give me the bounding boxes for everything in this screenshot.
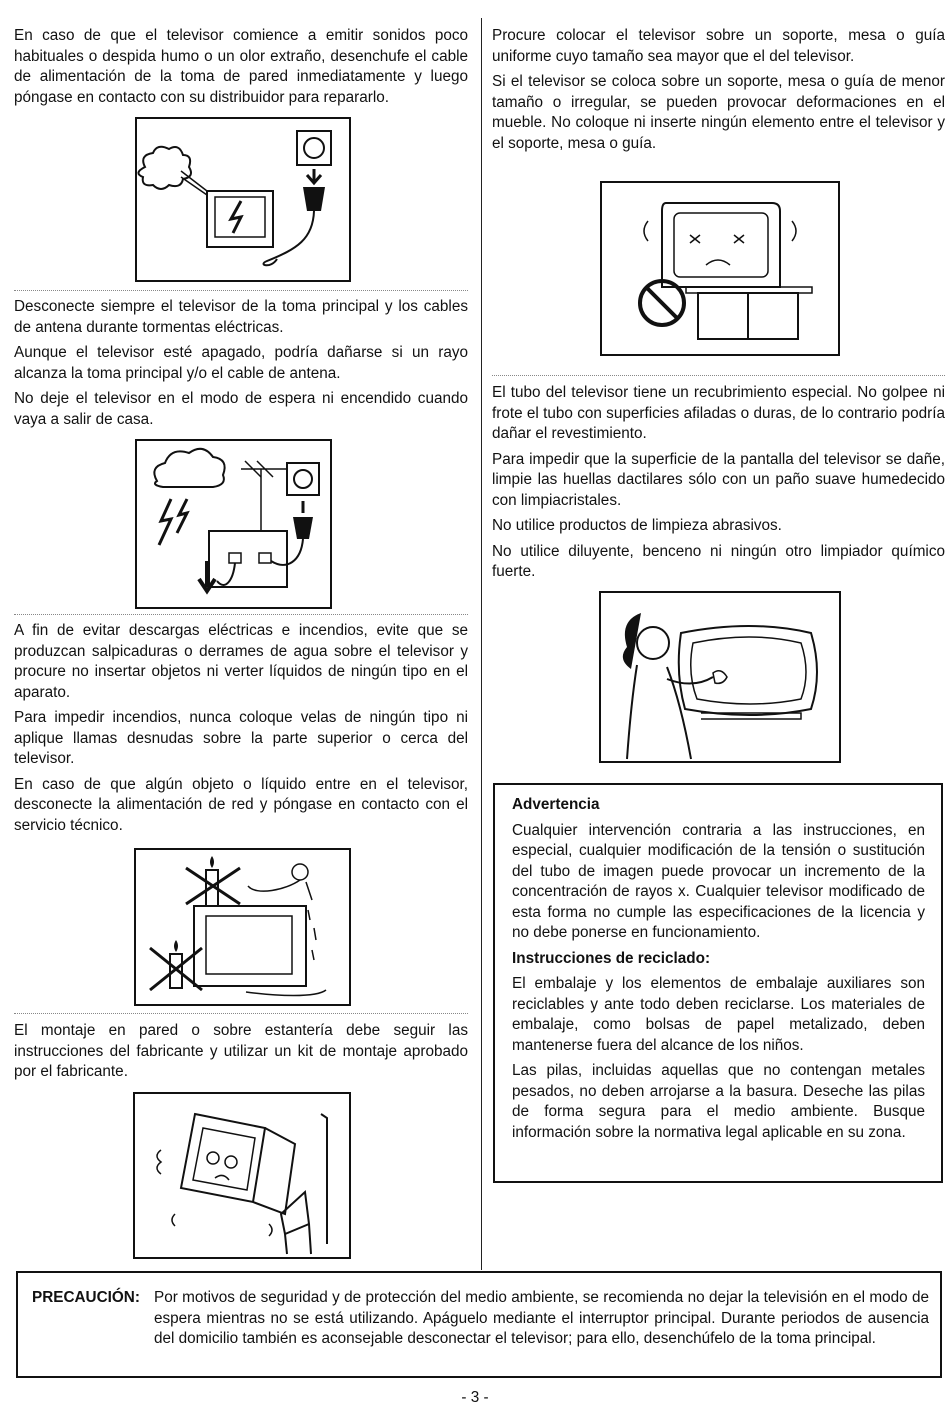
divider: [14, 290, 468, 291]
left-section-storm: [14, 297, 468, 435]
paragraph: El montaje en pared o sobre estantería debe seguir las instrucciones del fabricante y utilizar un kit de montaje aprobado por el fabricante.: [14, 1022, 468, 1080]
caution-text: Por motivos de seguridad y de protección del medio ambiente, se recomienda no dejar la televisión en el modo de espera mientras no se está utilizando. Apáguelo mediante el interruptor principal. Durante periodos de ausencia del domicilio también es aconsejable desconectar el televisor; para ello, desenchúfelo de la toma principal.: [154, 1289, 929, 1347]
illustration-cleaning-screen: [599, 591, 841, 763]
left-section-water: [14, 621, 468, 841]
illustration-smoke-unplug: [135, 117, 351, 282]
paragraph: No deje el televisor en el modo de espera ni encendido cuando vaya a salir de casa.: [14, 390, 468, 428]
paragraph: El embalaje y los elementos de embalaje auxiliares son reciclables y ante todo deben reciclarse. Los materiales de embalaje, como bolsas de papel metalizado, deben mantenerse fuera del alcance de los niños.: [512, 975, 925, 1054]
paragraph: A fin de evitar descargas eléctricas e incendios, evite que se produzcan salpicaduras o derrames de agua sobre el televisor y procure no insertar objetos ni verter líquidos de ningún tipo en el aparato.: [14, 622, 468, 701]
warning-box: [493, 783, 943, 1183]
paragraph: No utilice productos de limpieza abrasivos.: [492, 517, 782, 534]
right-section-stand: [492, 26, 945, 159]
page-number: - 3 -: [461, 1389, 489, 1406]
paragraph: Desconecte siempre el televisor de la toma principal y los cables de antena durante tormentas eléctricas.: [14, 298, 468, 336]
paragraph: En caso de que el televisor comience a emitir sonidos poco habituales o despida humo o un olor extraño, desenchufe el cable de alimentación de la toma de pared inmediatamente y luego póngase en contacto con su distribuidor para repararlo.: [14, 27, 468, 106]
right-section-cleaning: [492, 383, 945, 588]
paragraph: Si el televisor se coloca sobre un soporte, mesa o guía de menor tamaño o irregular, se pueden provocar deformaciones en el mueble. No coloque ni inserte ningún elemento entre el televisor y el soporte, mesa o guía.: [492, 73, 945, 152]
paragraph: En caso de que algún objeto o líquido entre en el televisor, desconecte la alimentación de red y póngase en contacto con el servicio técnico.: [14, 775, 468, 834]
paragraph: Las pilas, incluidas aquellas que no contengan metales pesados, no deben arrojarse a la basura. Deseche las pilas de forma segura para el medio ambiente. Busque información sobre la normativa legal aplicable en su zona.: [512, 1062, 925, 1141]
recycling-title: Instrucciones de reciclado:: [512, 949, 711, 967]
paragraph: No utilice diluyente, benceno ni ningún otro limpiador químico fuerte.: [492, 542, 945, 580]
illustration-storm-disconnect: [135, 439, 332, 609]
column-divider: [481, 18, 482, 1270]
caution-box: [16, 1271, 942, 1378]
divider: [14, 1013, 468, 1014]
illustration-no-candles-liquids: [134, 848, 351, 1006]
warning-text: Cualquier intervención contraria a las instrucciones, en especial, cualquier modificación de la tensión o sustitución del tubo de imagen puede provocar un incremento de la concentración de rayos x. Cualquier televisor modificado de esta forma no cumple las especificaciones de la licencia y no debe ponerse en funcionamiento.: [512, 821, 925, 941]
left-section-mounting: [14, 1021, 468, 1088]
warning-title: Advertencia: [512, 796, 600, 813]
illustration-falling-tv: [133, 1092, 351, 1259]
paragraph: Aunque el televisor esté apagado, podría dañarse si un rayo alcanza la toma principal y/o el cable de antena.: [14, 344, 468, 382]
paragraph: El tubo del televisor tiene un recubrimiento especial. No golpee ni frote el tubo con superficies afiladas o duras, de lo contrario podría dañar el revestimiento.: [492, 384, 945, 442]
caution-label: PRECAUCIÓN:: [32, 1289, 140, 1306]
illustration-unstable-stand: [600, 181, 840, 356]
divider: [492, 375, 945, 376]
divider: [14, 614, 468, 615]
left-section-smoke: [14, 26, 468, 113]
paragraph: Para impedir incendios, nunca coloque velas de ningún tipo ni aplique llamas desnudas sobre la parte superior o cerca del televisor.: [14, 709, 468, 767]
paragraph: Procure colocar el televisor sobre un soporte, mesa o guía uniforme cuyo tamaño sea mayor que el del televisor.: [492, 27, 945, 65]
paragraph: Para impedir que la superficie de la pantalla del televisor se dañe, limpie las huellas dactilares sólo con un paño suave humedecido con limpiacristales.: [492, 450, 945, 509]
